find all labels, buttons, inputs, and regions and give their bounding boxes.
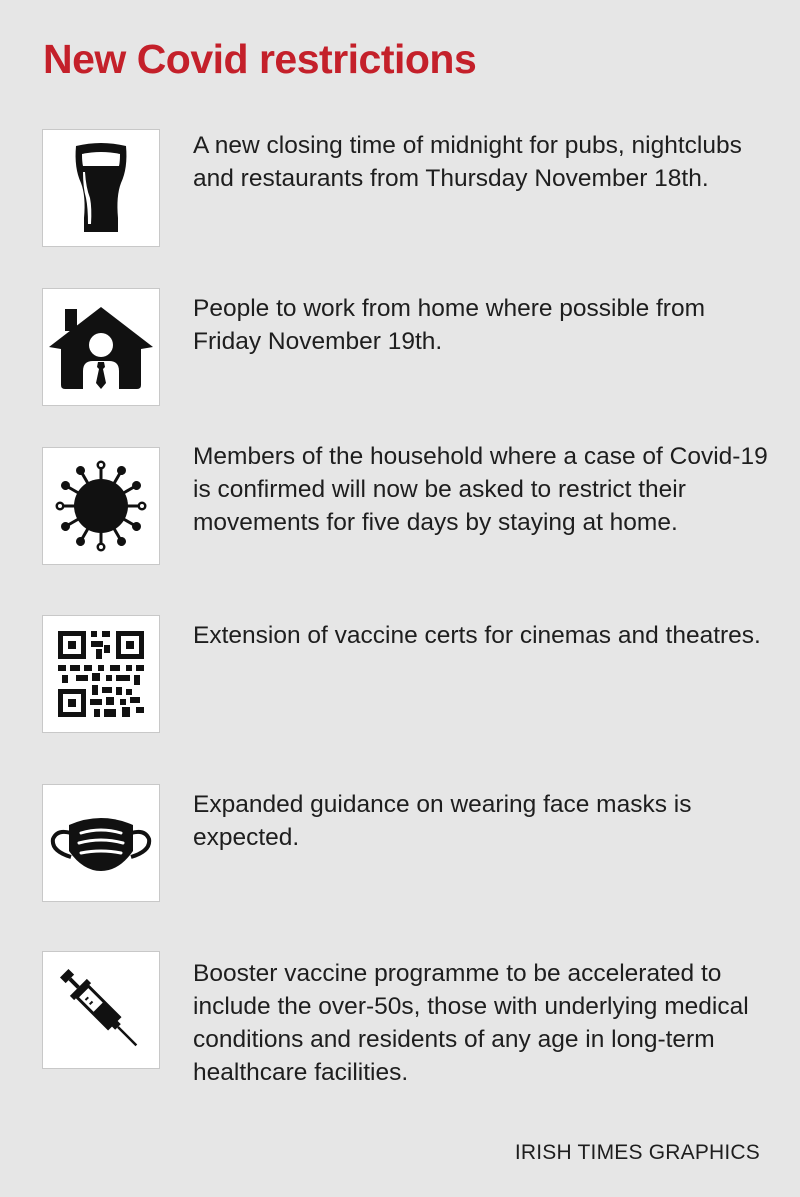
- qr-code-icon: [58, 631, 144, 717]
- virus-icon: [51, 456, 151, 556]
- icon-tile: [42, 615, 160, 733]
- face-mask-icon: [49, 811, 153, 875]
- item-text: People to work from home where possible from Friday November 19th.: [193, 295, 705, 355]
- item-text: A new closing time of midnight for pubs, nightclubs and restaurants from Thursday November 18th.: [193, 132, 742, 192]
- icon-tile: [42, 447, 160, 565]
- icon-tile: [42, 129, 160, 247]
- item-text: Extension of vaccine certs for cinemas and theatres.: [193, 622, 761, 649]
- syringe-icon: [51, 960, 151, 1060]
- pint-glass-icon: [66, 138, 136, 238]
- item-text: Expanded guidance on wearing face masks is expected.: [193, 791, 692, 851]
- page-title: New Covid restrictions: [43, 36, 477, 82]
- house-worker-icon: [49, 305, 153, 389]
- item-text: Booster vaccine programme to be accelerated to include the over-50s, those with underlying medical conditions and residents of any age in long-term healthcare facilities.: [193, 960, 749, 1086]
- item-text: Members of the household where a case of Covid-19 is confirmed will now be asked to restrict their movements for five days by staying at home.: [193, 443, 768, 536]
- source-credit: IRISH TIMES GRAPHICS: [514, 1141, 760, 1164]
- icon-tile: [42, 784, 160, 902]
- icon-tile: [42, 288, 160, 406]
- icon-tile: [42, 951, 160, 1069]
